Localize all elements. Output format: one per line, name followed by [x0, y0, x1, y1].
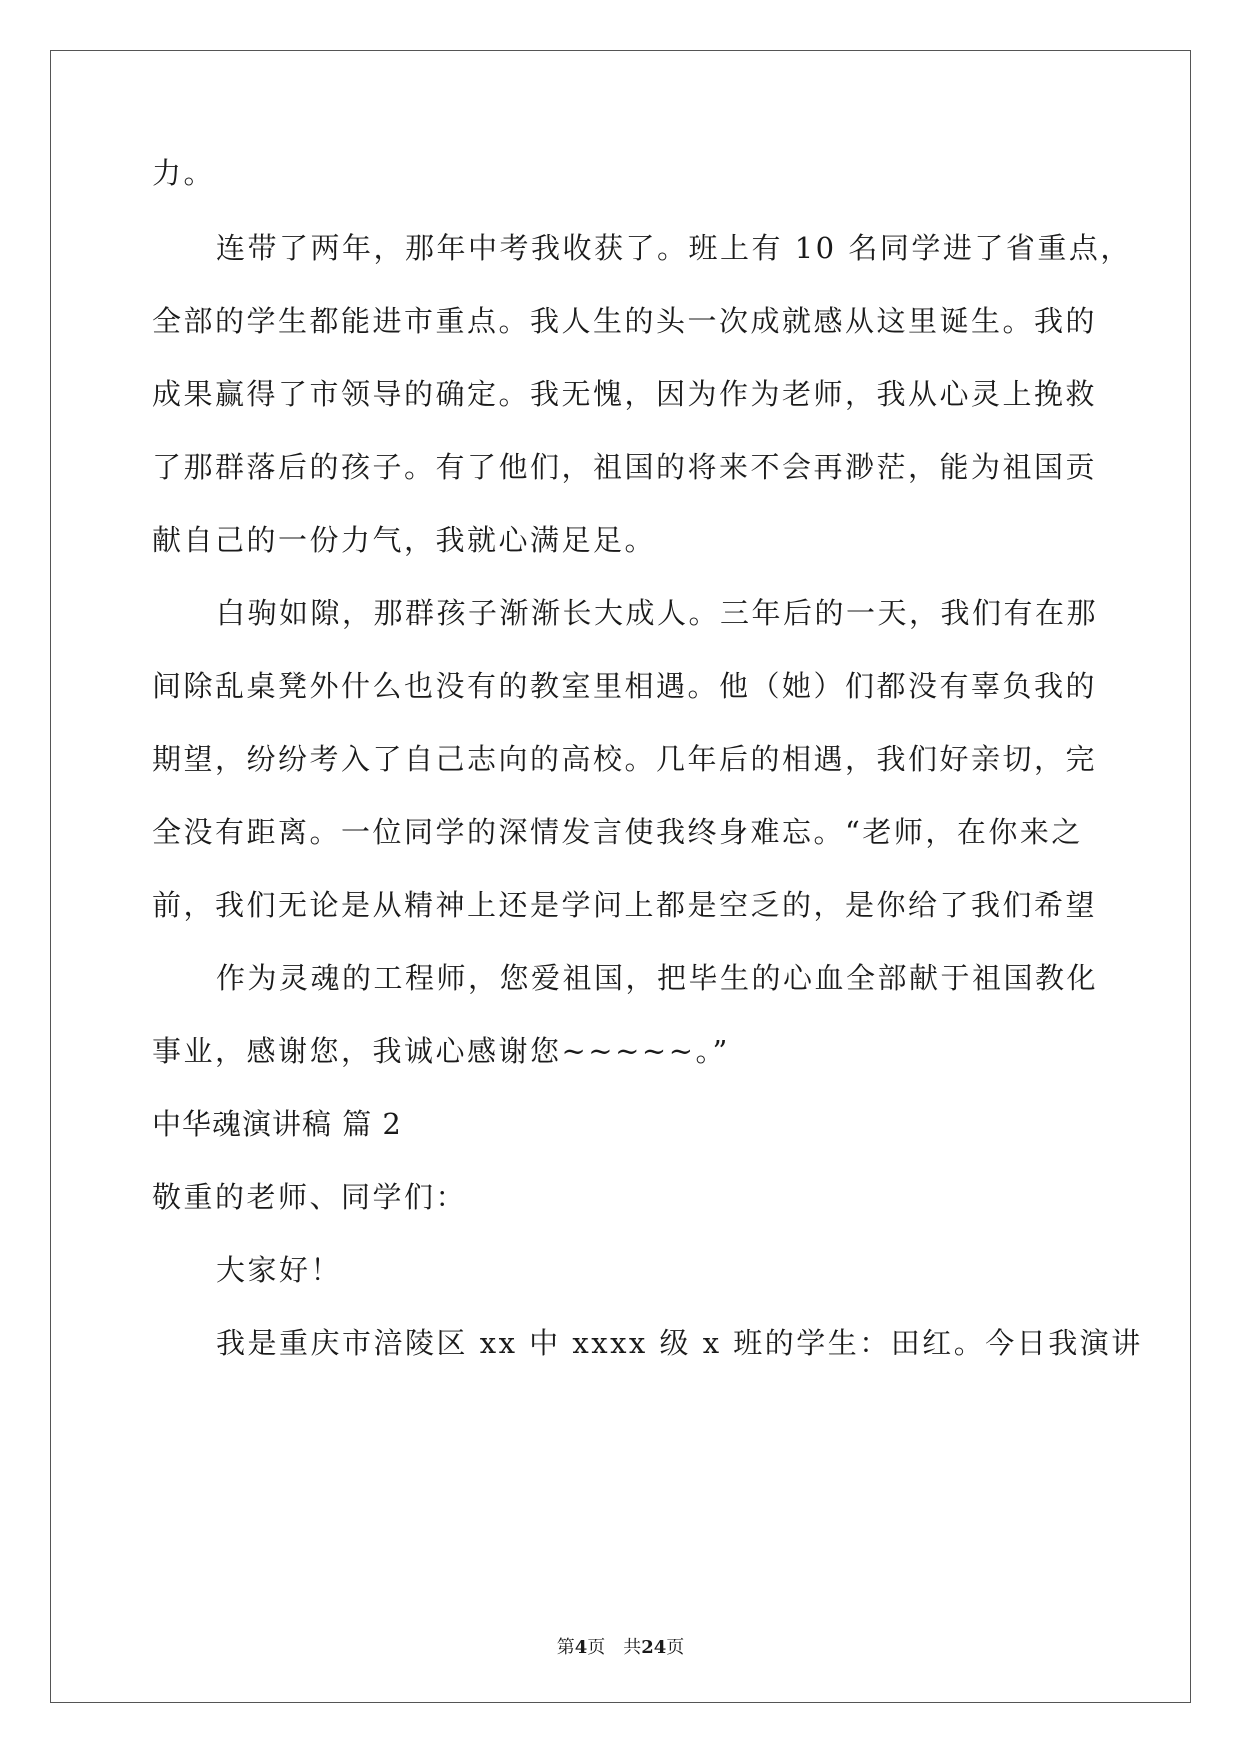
paragraph-line: 白驹如隙，那群孩子渐渐长大成人。三年后的一天，我们有在那: [216, 596, 1099, 630]
text-line: 间除乱桌凳外什么也没有的教室里相遇。他（她）们都没有辜负我的: [152, 669, 1098, 703]
text-line: 全没有距离。一位同学的深情发言使我终身难忘。“老师，在你来之: [152, 815, 1083, 849]
text-line: 献自己的一份力气，我就心满足足。: [152, 523, 657, 557]
text-line: 期望，纷纷考入了自己志向的高校。几年后的相遇，我们好亲切，完: [152, 742, 1098, 776]
section-heading: 中华魂演讲稿 篇 2: [152, 1107, 402, 1141]
text-line: 前，我们无论是从精神上还是学问上都是空乏的，是你给了我们希望: [152, 888, 1098, 922]
greeting: 大家好！: [216, 1253, 343, 1287]
total-label-prefix: 共: [623, 1637, 642, 1658]
text-line: 成果赢得了市领导的确定。我无愧，因为作为老师，我从心灵上挽救: [152, 377, 1098, 411]
text-line: 全部的学生都能进市重点。我人生的头一次成就感从这里诞生。我的: [152, 304, 1098, 338]
salutation: 敬重的老师、同学们：: [152, 1180, 468, 1214]
paragraph-line: 作为灵魂的工程师，您爱祖国，把毕生的心血全部献于祖国教化: [216, 961, 1099, 995]
total-pages-number: 24: [641, 1637, 667, 1658]
current-page-number: 4: [574, 1637, 588, 1658]
page-label-prefix: 第: [556, 1637, 575, 1658]
total-label-suffix: 页: [666, 1637, 685, 1658]
page-border: [50, 50, 1191, 1703]
text-line: 事业，感谢您，我诚心感谢您~~~~~。”: [152, 1034, 730, 1068]
text-line: 了那群落后的孩子。有了他们，祖国的将来不会再渺茫，能为祖国贡: [152, 450, 1098, 484]
page-footer: [0, 1637, 1241, 1659]
page-label-suffix: 页: [587, 1637, 606, 1658]
text-line: 力。: [152, 156, 216, 190]
paragraph-line: 连带了两年，那年中考我收获了。班上有 10 名同学进了省重点，: [216, 231, 1132, 265]
paragraph-line: 我是重庆市涪陵区 xx 中 xxxx 级 x 班的学生：田红。今日我演讲: [216, 1326, 1143, 1360]
